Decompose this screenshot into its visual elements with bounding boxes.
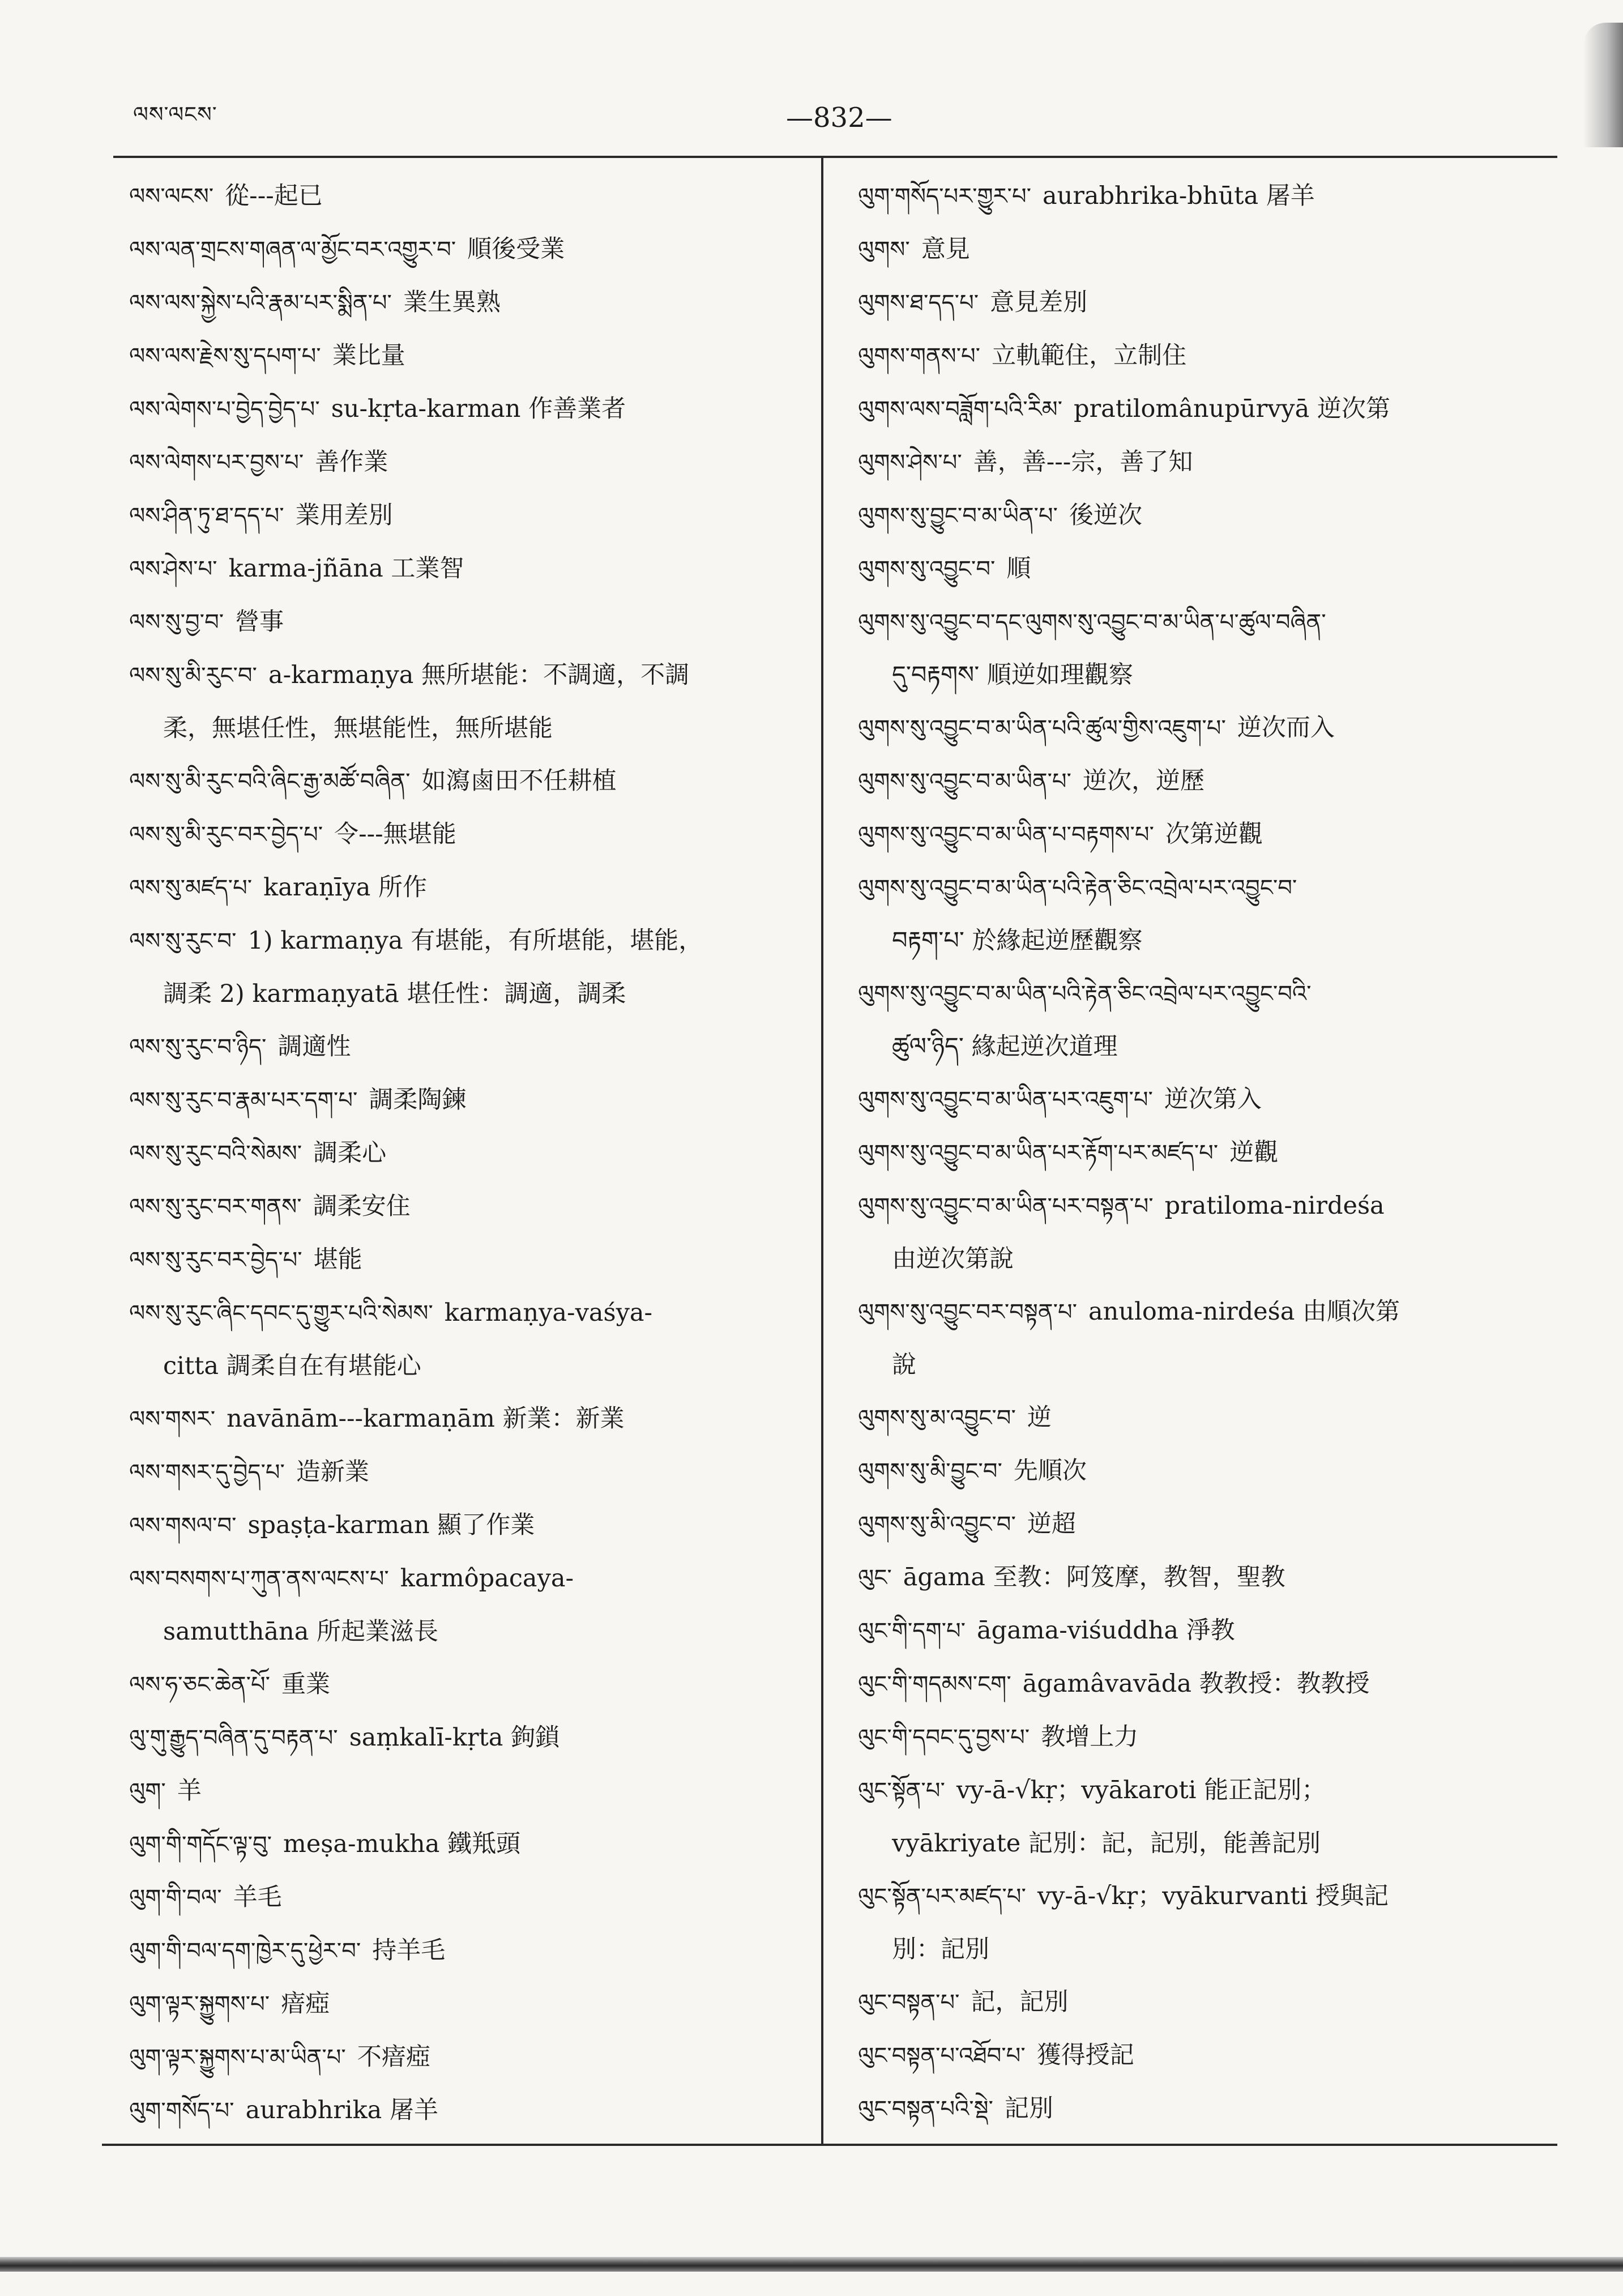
- scan-edge-bottom: [0, 2257, 1623, 2272]
- dictionary-entry: [129, 808, 803, 861]
- entry-term: ལུང་གི་དབང་དུ་བྱས་པ་: [858, 1725, 1030, 1751]
- entry-gloss: 如瀉鹵田不任耕植: [421, 767, 617, 795]
- left-column: [129, 170, 803, 2137]
- entry-gloss: 逆超: [1027, 1510, 1076, 1538]
- entry-gloss: meṣa-mukha 鐵羝頭: [283, 1830, 521, 1858]
- dictionary-entry: [858, 543, 1532, 596]
- entry-term: ལུགས་སུ་འབྱུང་བ་མ་ཡིན་པའི་ཚུལ་གྱིས་འཇུག་པ་: [858, 715, 1226, 741]
- entry-gloss: 瘖瘂: [281, 1990, 330, 2018]
- dictionary-entry: [129, 223, 803, 276]
- entry-term: ལུང་སྟོན་པར་མཛད་པ་: [858, 1884, 1026, 1910]
- dictionary-entry: [129, 596, 803, 649]
- entry-gloss: 逆觀: [1229, 1138, 1279, 1167]
- entry-term: ལས་ལན་གྲངས་གཞན་ལ་མྱོང་བར་འགྱུར་བ་: [129, 237, 456, 263]
- entry-term: ལུགས་ཐ་དད་པ་: [858, 290, 979, 316]
- entry-term: ལུག་གི་གདོང་ལྟ་བུ་: [129, 1832, 272, 1858]
- dictionary-entry: [129, 330, 803, 383]
- entry-term: ལུགས་སུ་འབྱུང་བ་མ་ཡིན་པ་བརྟགས་པ་: [858, 822, 1154, 848]
- entry-term: ལས་སུ་རུང་བར་བྱེད་པ་: [129, 1247, 302, 1273]
- dictionary-entry: [858, 489, 1532, 543]
- entry-gloss: 1) karmaṇya 有堪能，有所堪能，堪能，: [247, 927, 703, 955]
- entry-gloss: vy-ā-√kṛ；vyākurvanti 授與記: [1037, 1882, 1389, 1910]
- page-number: —832—: [786, 102, 892, 134]
- entry-gloss: 獲得授記: [1036, 2041, 1134, 2069]
- entry-term: ལས་སུ་རུང་བ་ཉིད་: [129, 1034, 267, 1060]
- bottom-rule: [102, 2144, 1557, 2146]
- entry-gloss: 意見: [921, 235, 970, 263]
- entry-continuation: 別：記別: [892, 1935, 989, 1964]
- entry-term: ལས་བསགས་པ་ཀུན་ནས་ལངས་པ་: [129, 1566, 389, 1592]
- dictionary-entry: [858, 861, 1532, 967]
- entry-gloss: 善作業: [315, 448, 388, 476]
- dictionary-entry: [129, 1234, 803, 1287]
- entry-gloss: 從---起已: [225, 182, 323, 210]
- entry-gloss: āgamâvavāda 教教授：教教授: [1022, 1670, 1370, 1698]
- entry-continuation: 說: [892, 1351, 916, 1379]
- entry-gloss: 逆次第入: [1164, 1085, 1262, 1113]
- entry-term: ལས་སུ་རུང་བའི་སེམས་: [129, 1141, 302, 1167]
- dictionary-entry: [858, 755, 1532, 808]
- entry-term: ལས་ལངས་: [129, 183, 214, 210]
- dictionary-entry: [858, 596, 1532, 702]
- entry-term: ལུགས་སུ་མ་འབྱུང་བ་: [858, 1405, 1016, 1431]
- entry-gloss: āgama 至教：阿笈摩，教智，聖教: [903, 1563, 1285, 1591]
- entry-term: ལུག་ལྟར་སྐྱུགས་པ་: [129, 1991, 270, 2017]
- entry-term: ལས་ཤིན་ཏུ་ཐ་དད་པ་: [129, 503, 284, 529]
- dictionary-entry: [129, 1021, 803, 1074]
- entry-term: ལུག་: [129, 1778, 166, 1804]
- entry-term: ལས་སུ་བྱ་བ་: [129, 609, 224, 635]
- dictionary-entry: [858, 1126, 1532, 1180]
- entry-continuation: བརྟག་པ་ 於緣起逆歷觀察: [892, 927, 1143, 955]
- entry-term: ལས་སུ་མཛད་པ་: [129, 875, 253, 901]
- entry-term: ལུག་གསོད་པར་གྱུར་པ་: [858, 183, 1031, 210]
- entry-gloss: 教增上力: [1041, 1723, 1139, 1751]
- entry-gloss: karaṇīya 所作: [263, 873, 428, 902]
- dictionary-entry: [858, 1870, 1532, 1976]
- entry-gloss: spaṣṭa-karman 顯了作業: [247, 1511, 535, 1539]
- entry-gloss: 調柔心: [313, 1139, 387, 1167]
- entry-gloss: karmaṇya-vaśya-: [444, 1299, 653, 1327]
- entry-gloss: 立軌範住，立制住: [992, 342, 1187, 370]
- entry-gloss: 重業: [281, 1670, 331, 1698]
- entry-term: ལུགས་སུ་བྱུང་བ་མ་ཡིན་པ་: [858, 503, 1058, 529]
- entry-term: ལུང་སྟོན་པ་: [858, 1778, 945, 1804]
- entry-gloss: 令---無堪能: [334, 820, 456, 848]
- entry-term: ལས་སུ་མི་རུང་བར་བྱེད་པ་: [129, 822, 323, 848]
- entry-gloss: 後逆次: [1069, 501, 1142, 530]
- entry-gloss: 羊毛: [233, 1883, 282, 1911]
- entry-term: ལུང་བསྟན་པའི་སྡེ་: [858, 2096, 993, 2122]
- entry-term: ལས་སུ་རུང་བ་རྣམ་པར་དག་པ་: [129, 1087, 358, 1113]
- entry-term: ལུ་གུ་རྒྱུད་བཞིན་དུ་བརྟན་པ་: [129, 1725, 338, 1751]
- entry-gloss: 調柔陶鍊: [369, 1086, 467, 1114]
- entry-gloss: 先順次: [1013, 1457, 1087, 1485]
- dictionary-entry: [129, 1871, 803, 1924]
- entry-term: ལུང་བསྟན་པ་འཐོབ་པ་: [858, 2043, 1026, 2069]
- dictionary-entry: [858, 1551, 1532, 1604]
- entry-gloss: 逆次而入: [1237, 714, 1335, 742]
- entry-gloss: 堪能: [313, 1245, 362, 1274]
- dictionary-entry: [129, 1924, 803, 1978]
- entry-term: ལས་ལེགས་པ་བྱེད་བྱེད་པ་: [129, 396, 320, 423]
- dictionary-entry: [129, 1180, 803, 1234]
- entry-term: ལས་ལས་སྐྱེས་པའི་རྣམ་པར་སྨིན་པ་: [129, 290, 392, 316]
- dictionary-entry: [129, 2031, 803, 2084]
- entry-term: ལུགས་སུ་འབྱུང་བ་མ་ཡིན་པའི་རྟེན་ཅིང་འབྲེལ་པར་འབྱུང་བ་: [858, 875, 1297, 901]
- entry-term: ལུག་གི་བལ་དག་ཁྱེར་དུ་ཕྱེར་བ་: [129, 1938, 361, 1964]
- entry-term: ལུགས་གནས་པ་: [858, 343, 981, 369]
- entry-gloss: pratiloma-nirdeśa: [1164, 1192, 1385, 1220]
- entry-gloss: 調柔安住: [313, 1192, 411, 1220]
- dictionary-entry: [129, 170, 803, 223]
- entry-continuation: 由逆次第說: [892, 1245, 1014, 1273]
- entry-term: ལས་སུ་རུང་ཞིང་དབང་དུ་གྱུར་པའི་སེམས་: [129, 1300, 433, 1326]
- top-rule: [113, 156, 1557, 158]
- entry-term: ལས་གསར་: [129, 1406, 216, 1432]
- dictionary-entry: [858, 223, 1532, 276]
- entry-term: ལས་ལས་རྗེས་སུ་དཔག་པ་: [129, 343, 321, 369]
- entry-gloss: 營事: [235, 608, 284, 636]
- entry-continuation: 柔，無堪任性，無堪能性，無所堪能: [163, 714, 553, 742]
- entry-gloss: aurabhrika-bhūta 屠羊: [1043, 182, 1315, 210]
- entry-gloss: pratilomânupūrvyā 逆次第: [1074, 395, 1390, 423]
- dictionary-entry: [858, 702, 1532, 755]
- dictionary-entry: [858, 1286, 1532, 1392]
- dictionary-entry: [129, 861, 803, 915]
- entry-term: ལུང་གི་གདམས་ངག་: [858, 1671, 1011, 1697]
- entry-term: ལུགས་སུ་འབྱུང་བར་བསྟན་པ་: [858, 1299, 1078, 1325]
- entry-term: ལུག་ལྟར་སྐྱུགས་པ་མ་ཡིན་པ་: [129, 2045, 346, 2071]
- entry-term: ལུགས་སུ་འབྱུང་བ་མ་ཡིན་པ་: [858, 769, 1071, 795]
- dictionary-entry: [858, 967, 1532, 1073]
- entry-term: ལུགས་སུ་འབྱུང་བ་མ་ཡིན་པར་རྟོག་པར་མཛད་པ་: [858, 1140, 1219, 1166]
- entry-gloss: 不瘖瘂: [357, 2043, 430, 2071]
- entry-gloss: saṃkalī-kṛta 鉤鎖: [349, 1723, 560, 1752]
- entry-term: ལུགས་སུ་འབྱུང་བ་མ་ཡིན་པའི་རྟེན་ཅིང་འབྲེལ་པར་འབྱུང་བའི་: [858, 981, 1312, 1007]
- entry-term: ལུག་གི་བལ་: [129, 1885, 222, 1911]
- entry-term: ལས་གསར་དུ་བྱེད་པ་: [129, 1459, 285, 1486]
- entry-gloss: 造新業: [296, 1458, 369, 1486]
- entry-gloss: su-kṛta-karman 作善業者: [331, 395, 626, 423]
- entry-gloss: 順: [1006, 554, 1031, 583]
- dictionary-entry: [129, 1712, 803, 1765]
- dictionary-entry: [129, 1765, 803, 1818]
- dictionary-entry: [129, 543, 803, 596]
- dictionary-entry: [858, 1180, 1532, 1286]
- entry-gloss: 業生異熟: [403, 288, 501, 317]
- entry-term: ལས་ཧ་ཅང་ཆེན་པོ་: [129, 1672, 271, 1698]
- dictionary-entry: [858, 1498, 1532, 1551]
- entry-continuation: samutthāna 所起業滋長: [163, 1618, 439, 1646]
- dictionary-entry: [858, 1764, 1532, 1870]
- dictionary-entry: [858, 1445, 1532, 1498]
- entry-term: ལས་སུ་མི་རུང་བ་: [129, 663, 257, 689]
- entry-gloss: vy-ā-√kṛ；vyākaroti 能正記別；: [956, 1776, 1326, 1804]
- entry-term: ལུང་གི་དག་པ་: [858, 1618, 966, 1644]
- entry-gloss: 逆次，逆歷: [1082, 767, 1205, 795]
- entry-term: ལུང་: [858, 1565, 892, 1591]
- entry-gloss: karma-jñāna 工業智: [228, 554, 464, 583]
- entry-term: ལུགས་སུ་འབྱུང་བ་མ་ཡིན་པར་འཇུག་པ་: [858, 1087, 1153, 1113]
- entry-gloss: 逆: [1027, 1403, 1052, 1432]
- dictionary-entry: [858, 1658, 1532, 1711]
- entry-continuation: vyākriyate 記別：記，記別，能善記別: [892, 1829, 1321, 1858]
- entry-term: ལུག་གསོད་པ་: [129, 2098, 234, 2124]
- dictionary-entry: [129, 383, 803, 436]
- dictionary-entry: [858, 2029, 1532, 2082]
- entry-gloss: 順後受業: [467, 235, 565, 263]
- entry-gloss: 記，記別: [971, 1988, 1069, 2016]
- running-header: ལས་ལངས་: [133, 102, 217, 127]
- column-divider: [821, 157, 823, 2145]
- dictionary-entry: [858, 2082, 1532, 2136]
- entry-gloss: navānām---karmaṇām 新業：新業: [227, 1405, 625, 1433]
- dictionary-entry: [858, 276, 1532, 330]
- entry-gloss: 羊: [177, 1777, 202, 1805]
- dictionary-entry: [858, 1604, 1532, 1658]
- entry-term: ལས་སུ་རུང་བར་གནས་: [129, 1194, 302, 1220]
- entry-gloss: 記別: [1004, 2094, 1053, 2123]
- dictionary-entry: [858, 1976, 1532, 2029]
- dictionary-entry: [129, 1127, 803, 1180]
- dictionary-entry: [129, 489, 803, 543]
- entry-term: ལས་ལེགས་པར་བྱས་པ་: [129, 450, 304, 476]
- dictionary-entry: [129, 276, 803, 330]
- entry-term: ལུགས་སུ་མི་འབྱུང་བ་: [858, 1512, 1016, 1538]
- entry-term: ལུགས་: [858, 237, 910, 263]
- entry-gloss: 業用差別: [295, 501, 393, 530]
- entry-gloss: anuloma-nirdeśa 由順次第: [1088, 1298, 1400, 1326]
- scan-edge-right: [1583, 23, 1623, 147]
- entry-term: ལུགས་སུ་མི་བྱུང་བ་: [858, 1458, 1002, 1484]
- dictionary-entry: [129, 1287, 803, 1393]
- entry-gloss: 次第逆觀: [1165, 820, 1263, 848]
- dictionary-entry: [858, 436, 1532, 489]
- entry-term: ལུགས་སུ་འབྱུང་བ་དང་ལུགས་སུ་འབྱུང་བ་མ་ཡིན་པ་ཚུལ་བཞིན་: [858, 609, 1326, 635]
- dictionary-entry: [858, 1392, 1532, 1445]
- entry-continuation: ཚུལ་ཉིད་ 緣起逆次道理: [892, 1032, 1118, 1061]
- entry-gloss: 善，善---宗，善了知: [973, 448, 1193, 476]
- dictionary-entry: [858, 170, 1532, 223]
- entry-term: ལུགས་ཤེས་པ་: [858, 450, 962, 476]
- entry-gloss: a-karmaṇya 無所堪能：不調適，不調: [268, 661, 690, 689]
- entry-term: ལས་སུ་མི་རུང་བའི་ཞིང་རྒྱ་མཚོ་བཞིན་: [129, 769, 411, 795]
- dictionary-entry: [129, 1978, 803, 2031]
- dictionary-entry: [129, 1499, 803, 1552]
- entry-term: ལས་ཤེས་པ་: [129, 556, 217, 582]
- entry-gloss: 業比量: [332, 342, 405, 370]
- dictionary-entry: [129, 915, 803, 1021]
- entry-gloss: 意見差別: [990, 288, 1088, 317]
- dictionary-entry: [858, 808, 1532, 861]
- entry-gloss: aurabhrika 屠羊: [245, 2096, 438, 2124]
- entry-term: ལས་གསལ་བ་: [129, 1513, 237, 1539]
- entry-continuation: 調柔 2) karmaṇyatā 堪任性：調適，調柔: [163, 980, 626, 1008]
- dictionary-entry: [858, 1073, 1532, 1126]
- entry-continuation: citta 調柔自在有堪能心: [163, 1352, 421, 1380]
- dictionary-entry: [858, 330, 1532, 383]
- entry-term: ལུགས་སུ་འབྱུང་བ་མ་ཡིན་པར་བསྟན་པ་: [858, 1193, 1154, 1219]
- dictionary-entry: [129, 649, 803, 755]
- entry-continuation: དུ་བརྟགས་ 順逆如理觀察: [892, 661, 1133, 689]
- dictionary-entry: [129, 1658, 803, 1712]
- dictionary-entry: [858, 383, 1532, 436]
- entry-gloss: 調適性: [277, 1032, 351, 1061]
- entry-term: ལུང་བསྟན་པ་: [858, 1990, 960, 2016]
- entry-term: ལུགས་ལས་བཟློག་པའི་རིམ་: [858, 396, 1063, 423]
- dictionary-entry: [129, 1074, 803, 1127]
- entry-term: ལས་སུ་རུང་བ་: [129, 928, 237, 954]
- dictionary-entry: [858, 1711, 1532, 1764]
- dictionary-entry: [129, 755, 803, 808]
- dictionary-entry: [129, 2084, 803, 2137]
- entry-gloss: karmôpacaya-: [400, 1564, 574, 1593]
- dictionary-entry: [129, 1818, 803, 1871]
- right-column: [858, 170, 1532, 2136]
- dictionary-entry: [129, 1393, 803, 1446]
- entry-gloss: āgama-viśuddha 淨教: [977, 1616, 1235, 1645]
- dictionary-entry: [129, 1446, 803, 1499]
- dictionary-entry: [129, 1552, 803, 1658]
- entry-term: ལུགས་སུ་འབྱུང་བ་: [858, 556, 996, 582]
- entry-gloss: 持羊毛: [372, 1936, 446, 1965]
- dictionary-entry: [129, 436, 803, 489]
